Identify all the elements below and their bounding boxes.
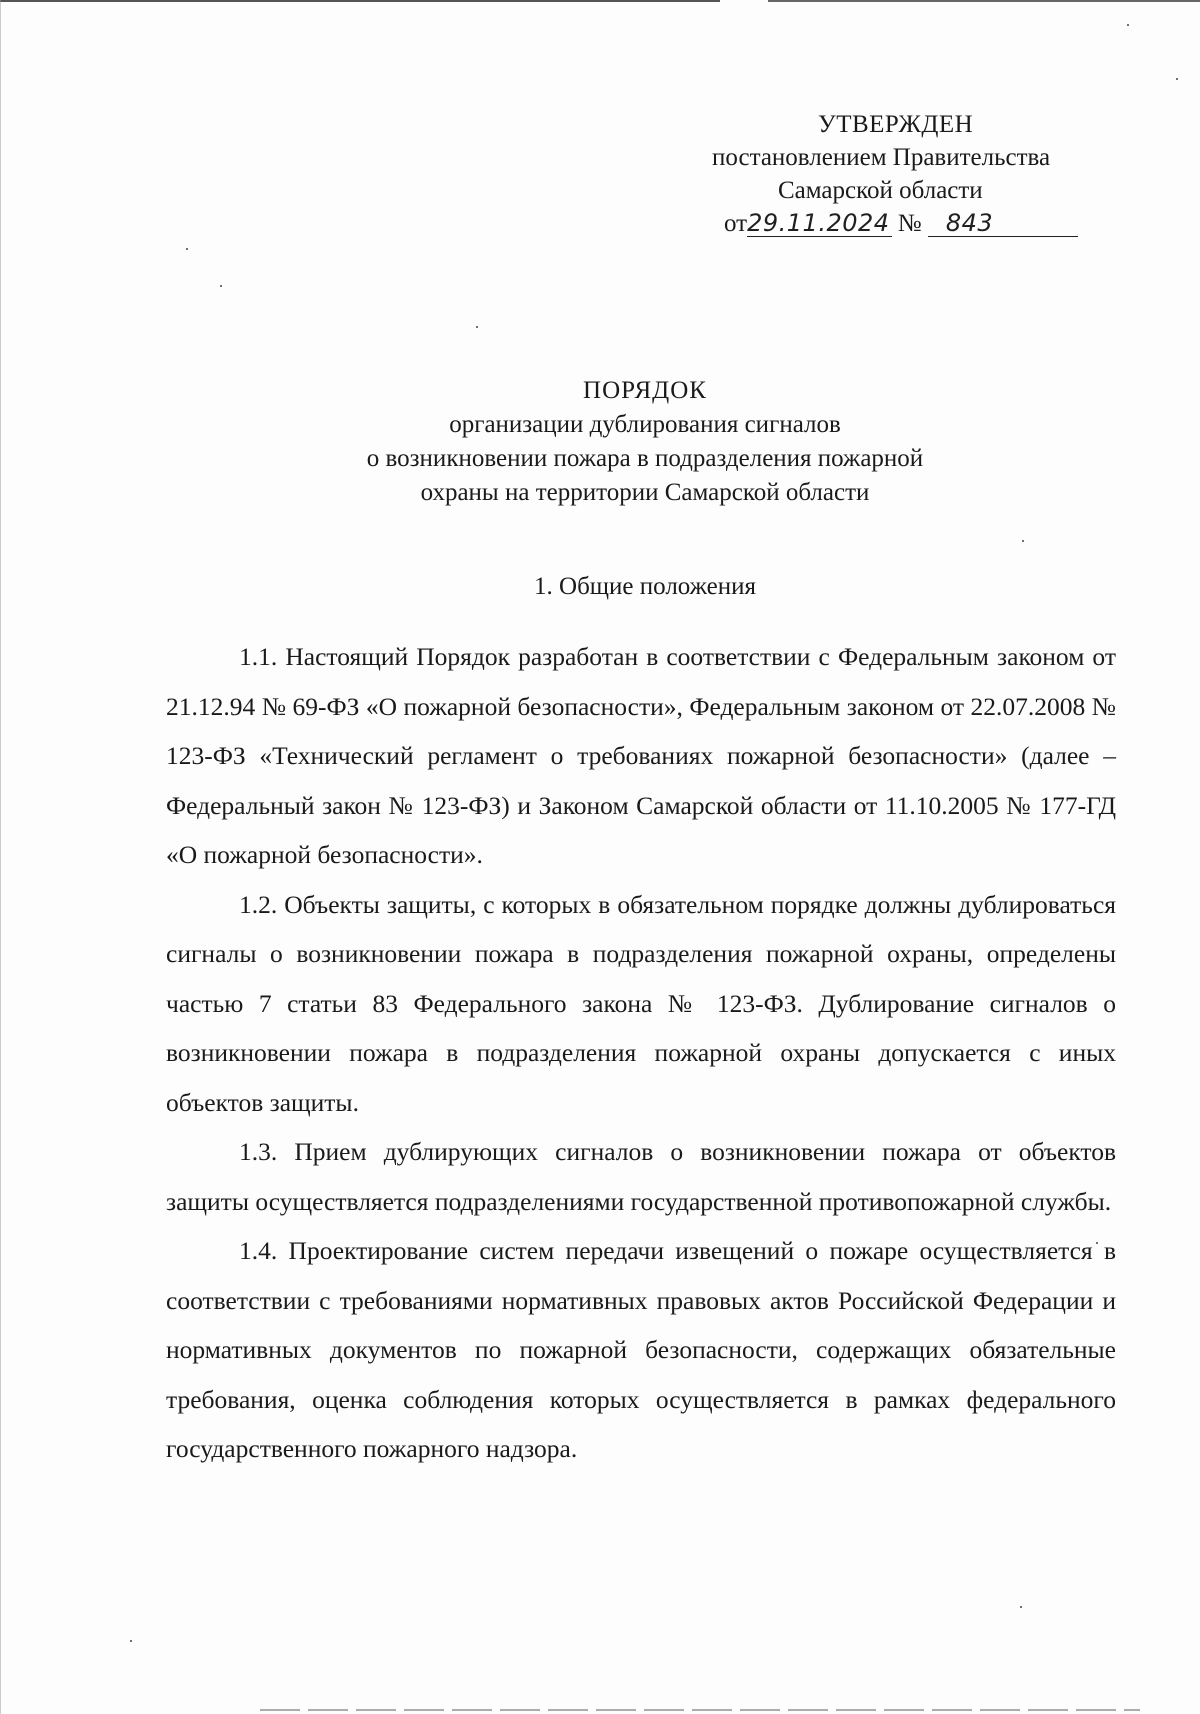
approval-date-number-line [700, 207, 1120, 240]
approval-region: Самарской области [778, 177, 983, 204]
paragraph-1-4: 1.4. Проектирование систем передачи извещений о пожаре осуществляется в соответствии с требованиями нормативных правовых актов Российской Федерации и нормативных документов по пожарной безопасности, содержащих обязательные требования, оценка соблюдения которых осуществляется в рамках федерального государственного пожарного надзора. [166, 1236, 1116, 1463]
scan-edge-left [0, 0, 1, 1714]
scan-edge-bottom [260, 1709, 1140, 1711]
number-prefix: № [897, 210, 922, 237]
scan-speck [186, 248, 188, 250]
title-line-3: о возникновении пожара в подразделения пожарной [366, 445, 924, 472]
scan-speck [476, 326, 478, 328]
section-heading: 1. Общие положения [534, 573, 756, 600]
approval-block [700, 108, 1120, 240]
handwritten-number: 843 [928, 210, 1078, 237]
date-prefix: от [724, 210, 748, 237]
scan-edge-top [0, 0, 1200, 2]
approval-title: УТВЕРЖДЕН [818, 111, 974, 138]
scan-speck [1022, 540, 1024, 542]
scan-speck [1020, 1606, 1022, 1608]
paragraph-1-3: 1.3. Прием дублирующих сигналов о возникновении пожара от объектов защиты осуществляется подразделениями государственной противопожарной службы. [166, 1137, 1116, 1216]
handwritten-date: 29.11.2024 [747, 209, 890, 237]
scan-speck [1127, 24, 1129, 26]
title-line-2: организации дублирования сигналов [449, 411, 841, 438]
paragraph-1-2: 1.2. Объекты защиты, с которых в обязательном порядке должны дублироваться сигналы о возникновении пожара в подразделения пожарной охраны, определены частью 7 статьи 83 Федерального закона № 123-ФЗ. Дублирование сигналов о возникновении пожара в подразделения пожарной охраны допускается с иных объектов защиты. [166, 889, 1116, 1117]
scan-speck [1176, 78, 1178, 80]
title-line-4: охраны на территории Самарской области [420, 479, 870, 506]
paragraph-1-1: 1.1. Настоящий Порядок разработан в соответствии с Федеральным законом от 21.12.94 № 69-ФЗ «О пожарной безопасности», Федеральным законом от 22.07.2008 № 123-ФЗ «Технический регламент о требованиях пожарной безопасности» (далее – Федеральный закон № 123-ФЗ) и Законом Самарской области от 11.10.2005 № 177-ГД «О пожарной безопасности». [166, 642, 1116, 869]
document-title [200, 374, 1090, 510]
approval-by-resolution: постановлением Правительства [712, 144, 1051, 171]
document-body [166, 632, 1116, 1474]
scan-speck [220, 285, 222, 287]
title-main: ПОРЯДОК [583, 377, 707, 404]
scan-speck [130, 1640, 132, 1642]
